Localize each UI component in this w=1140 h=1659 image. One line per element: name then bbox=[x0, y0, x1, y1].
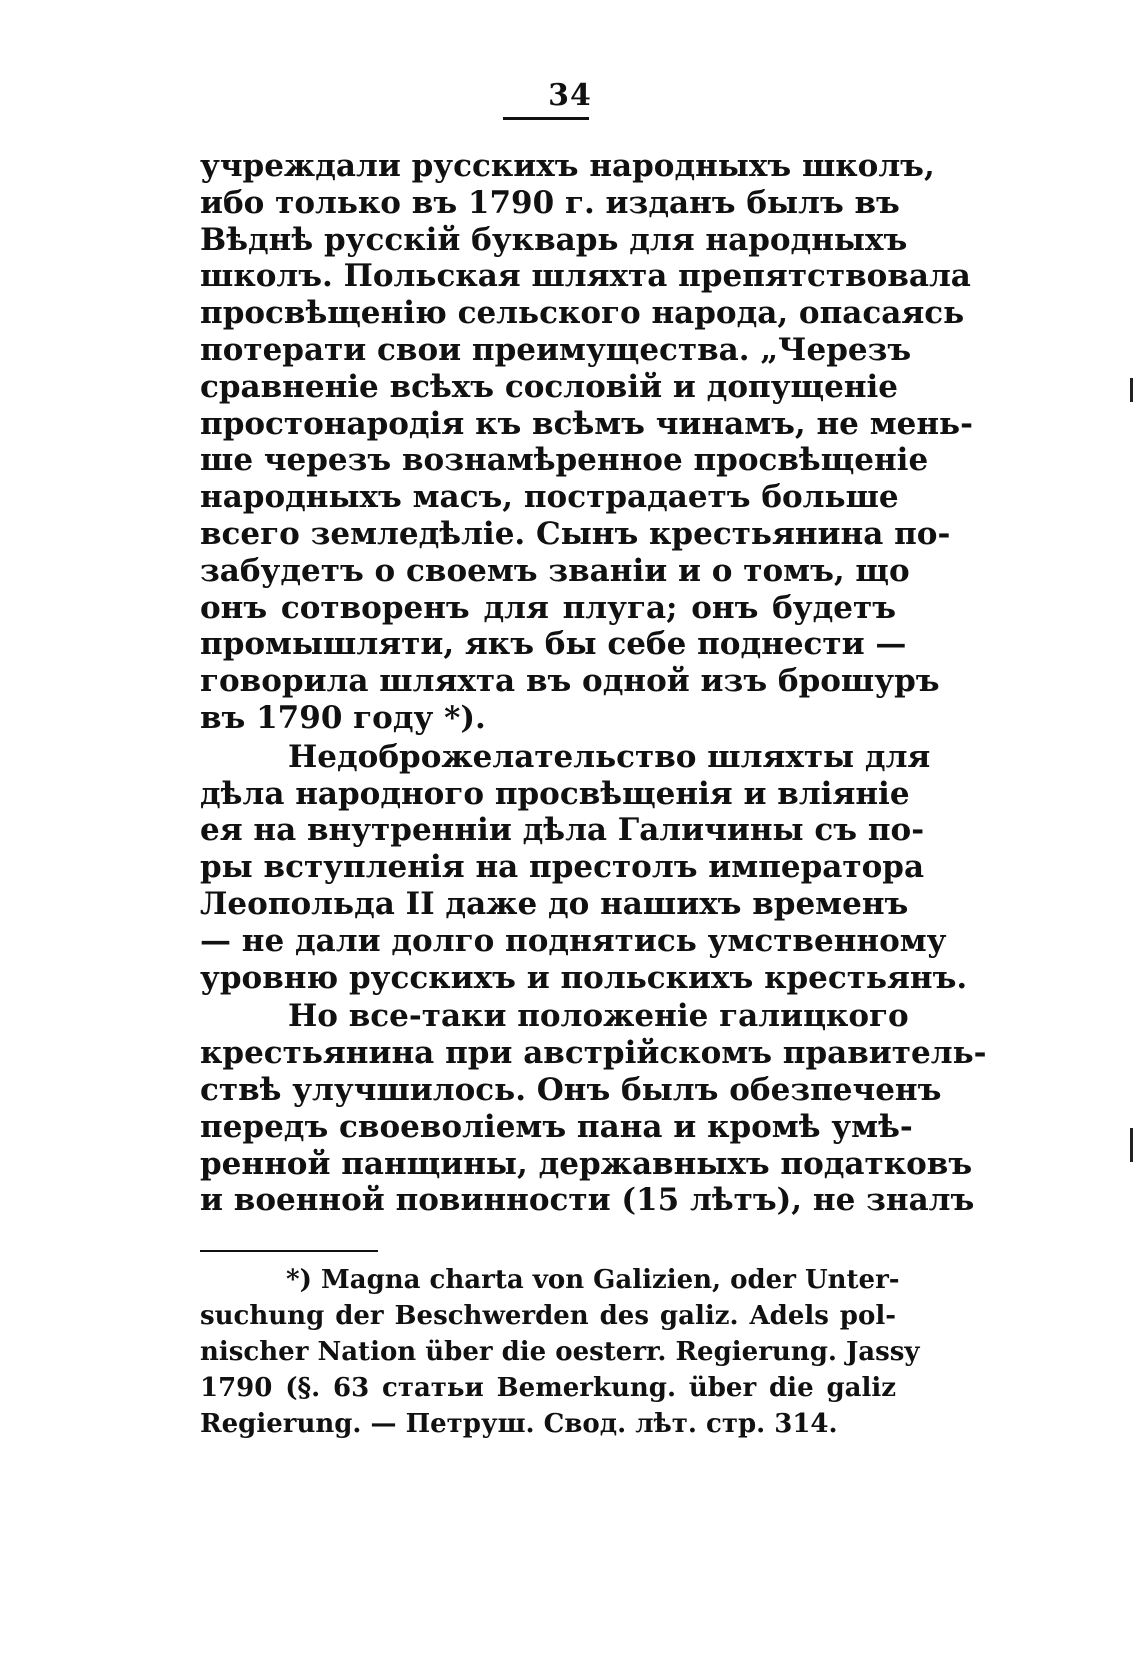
text-line: говорила шляхта въ одной изъ брошуръ bbox=[200, 663, 940, 700]
text-line: школъ. Польская шляхта препятствовала bbox=[200, 258, 971, 295]
text-line: Но все-таки положеніе галицкого bbox=[288, 998, 909, 1035]
text-line: ше черезъ вознамѣренное просвѣщеніе bbox=[200, 442, 929, 479]
text-line: — не дали долго поднятись умственному bbox=[200, 922, 947, 959]
text-line: учреждали русскихъ народныхъ школъ, bbox=[200, 148, 935, 184]
text-line: потерати свои преимущества. „Черезъ bbox=[200, 331, 912, 368]
footnote-line: *) Magna charta von Galizien, oder Unter- bbox=[286, 1265, 900, 1295]
text-line: народныхъ масъ, пострадаетъ больше bbox=[200, 479, 899, 516]
text-line: и военной повинности (15 лѣтъ), не зналъ bbox=[200, 1182, 975, 1219]
text-line: ибо только въ 1790 г. изданъ былъ въ bbox=[200, 184, 900, 221]
paragraph-1 bbox=[200, 148, 973, 737]
text-line: забудетъ о своемъ званіи и о томъ, що bbox=[200, 552, 910, 589]
footnote-separator bbox=[200, 1250, 378, 1252]
text-line: всего земледѣліе. Сынъ крестьянина по- bbox=[200, 515, 951, 552]
footnote-line: nischer Nation über die oesterr. Regierung. Jassy bbox=[200, 1337, 920, 1367]
text-line: передъ своеволіемъ пана и кромѣ умѣ- bbox=[200, 1108, 913, 1145]
footnote-line: suchung der Beschwerden des galiz. Adels pol- bbox=[200, 1301, 896, 1331]
paragraph-3 bbox=[200, 998, 987, 1219]
text-line: ея на внутренніи дѣла Галичины съ по- bbox=[200, 812, 925, 849]
page-number-underline bbox=[503, 117, 589, 120]
text-line: просвѣщенію сельского народа, опасаясь bbox=[200, 295, 965, 332]
text-line: сравненіе всѣхъ сословій и допущеніе bbox=[200, 368, 899, 405]
text-line: ренной панщины, державныхъ податковъ bbox=[200, 1145, 973, 1182]
text-line: въ 1790 году *). bbox=[200, 699, 486, 736]
paragraph-2 bbox=[200, 738, 968, 997]
text-line: Недоброжелательство шляхты для bbox=[288, 738, 931, 775]
text-line: крестьянина при австрійскомъ правитель- bbox=[200, 1035, 987, 1072]
text-line: уровню русскихъ и польскихъ крестьянъ. bbox=[200, 959, 968, 996]
text-line: онъ сотворенъ для плуга; онъ будетъ bbox=[200, 589, 896, 626]
page-number: 34 bbox=[548, 78, 592, 113]
footnote-line: Regierung. — Петруш. Свод. лѣт. стр. 314. bbox=[200, 1409, 838, 1439]
scan-edge-mark bbox=[1130, 378, 1133, 402]
footnote-line: 1790 (§. 63 статьи Bemerkung. über die galiz bbox=[200, 1373, 896, 1403]
scan-edge-mark bbox=[1130, 1128, 1133, 1162]
text-line: ствѣ улучшилось. Онъ былъ обезпеченъ bbox=[200, 1071, 942, 1108]
text-line: ры вступленія на престолъ императора bbox=[200, 849, 925, 886]
footnote bbox=[200, 1262, 920, 1442]
body-text bbox=[200, 148, 987, 1219]
text-line: дѣла народного просвѣщенія и вліяніе bbox=[200, 775, 910, 812]
text-line: промышляти, якъ бы себе поднести — bbox=[200, 626, 907, 663]
text-line: простонародія къ всѣмъ чинамъ, не мень- bbox=[200, 405, 973, 442]
text-line: Леопольда II даже до нашихъ временъ bbox=[200, 885, 909, 922]
text-line: Вѣднѣ русскій букварь для народныхъ bbox=[200, 221, 908, 258]
